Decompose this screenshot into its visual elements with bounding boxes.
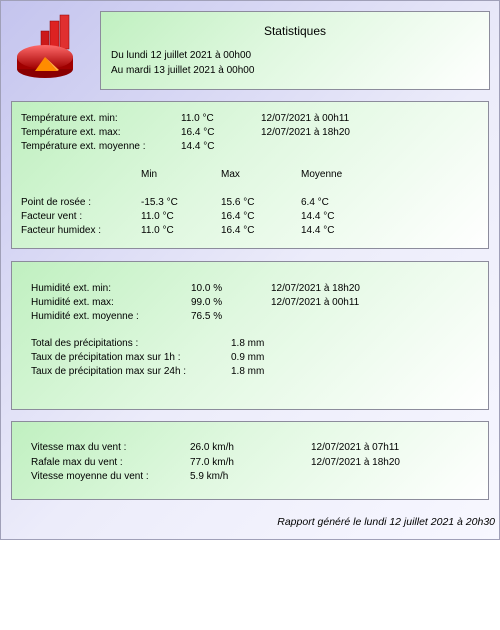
report-footer: Rapport généré le lundi 12 juillet 2021 à 20h30 [277, 516, 495, 528]
column-header-min: Min [141, 169, 158, 180]
rain-total-value: 1.8 mm [231, 338, 265, 349]
temp-max-label: Température ext. max: [21, 127, 121, 138]
header-panel [100, 11, 490, 90]
rain-rate-1h-label: Taux de précipitation max sur 1h : [31, 352, 181, 363]
column-header-avg: Moyenne [301, 169, 343, 180]
dewpoint-max: 15.6 °C [221, 197, 255, 208]
wind-max-label: Vitesse max du vent : [31, 442, 127, 453]
gust-max-value: 77.0 km/h [190, 457, 234, 468]
dewpoint-min: -15.3 °C [141, 197, 178, 208]
wind-avg-label: Vitesse moyenne du vent : [31, 471, 149, 482]
windchill-avg: 14.4 °C [301, 211, 335, 222]
rain-rate-24h-label: Taux de précipitation max sur 24h : [31, 366, 187, 377]
period-from: Du lundi 12 juillet 2021 à 00h00 [111, 50, 252, 61]
temp-min-value: 11.0 °C [181, 113, 214, 124]
column-header-max: Max [221, 169, 240, 180]
windchill-min: 11.0 °C [141, 211, 174, 222]
temp-max-time: 12/07/2021 à 18h20 [261, 127, 350, 138]
rain-rate-1h-value: 0.9 mm [231, 352, 265, 363]
humidex-max: 16.4 °C [221, 225, 255, 236]
wind-max-time: 12/07/2021 à 07h11 [311, 442, 400, 453]
humidity-min-label: Humidité ext. min: [31, 283, 112, 294]
dewpoint-avg: 6.4 °C [301, 197, 329, 208]
rain-rate-24h-value: 1.8 mm [231, 366, 265, 377]
humidex-label: Facteur humidex : [21, 225, 102, 236]
rain-total-label: Total des précipitations : [31, 338, 139, 349]
humidity-max-value: 99.0 % [191, 297, 223, 308]
humidity-min-value: 10.0 % [191, 283, 223, 294]
temp-min-time: 12/07/2021 à 00h11 [261, 113, 350, 124]
humidity-min-time: 12/07/2021 à 18h20 [271, 283, 360, 294]
temp-avg-label: Température ext. moyenne : [21, 141, 146, 152]
humidity-max-label: Humidité ext. max: [31, 297, 114, 308]
humidity-avg-label: Humidité ext. moyenne : [31, 311, 139, 322]
dewpoint-label: Point de rosée : [21, 197, 92, 208]
page-title: Statistiques [263, 24, 327, 38]
humidity-avg-value: 76.5 % [191, 311, 223, 322]
windchill-max: 16.4 °C [221, 211, 255, 222]
period-to: Au mardi 13 juillet 2021 à 00h00 [111, 65, 255, 76]
temperature-panel [11, 101, 489, 249]
gust-max-label: Rafale max du vent : [31, 457, 123, 468]
windchill-label: Facteur vent : [21, 211, 83, 222]
temp-min-label: Température ext. min: [21, 113, 118, 124]
gust-max-time: 12/07/2021 à 18h20 [311, 457, 400, 468]
humidity-max-time: 12/07/2021 à 00h11 [271, 297, 360, 308]
wind-panel [11, 421, 489, 500]
temp-max-value: 16.4 °C [181, 127, 215, 138]
humidity-rain-panel [11, 261, 489, 410]
wind-max-value: 26.0 km/h [190, 442, 234, 453]
wind-avg-value: 5.9 km/h [190, 471, 229, 482]
humidex-avg: 14.4 °C [301, 225, 335, 236]
humidex-min: 11.0 °C [141, 225, 174, 236]
temp-avg-value: 14.4 °C [181, 141, 215, 152]
pie-chart-icon [15, 13, 79, 81]
